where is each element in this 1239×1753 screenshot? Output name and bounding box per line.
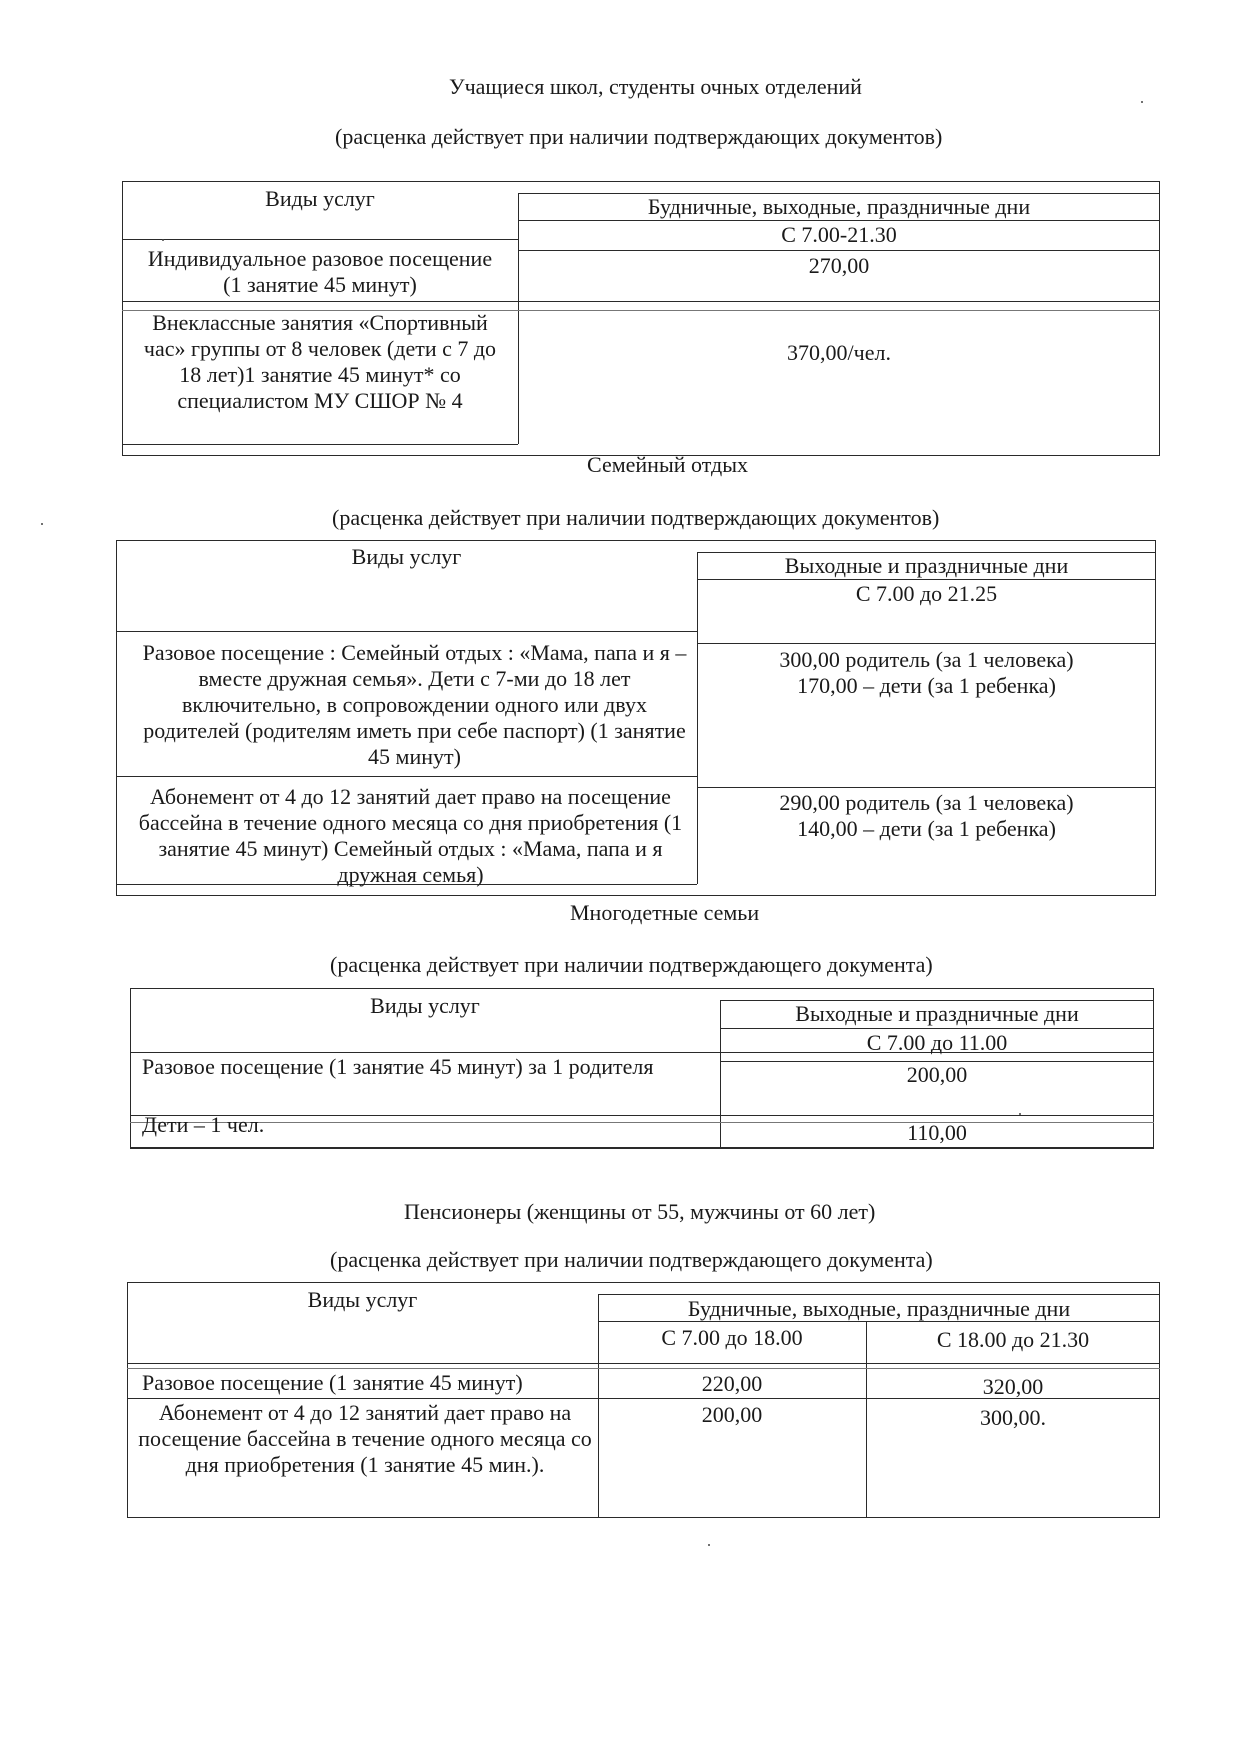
section1-note: (расценка действует при наличии подтверждающих документов) [335,124,943,149]
section1-row1-service: Индивидуальное разовое посещение (1 занятие 45 минут) [147,246,493,297]
section4-col-time2: С 18.00 до 21.30 [936,1327,1090,1352]
section3-row1-price: 200,00 [906,1062,968,1087]
section1-row1-price: 270,00 [808,253,870,278]
section3-col-service: Виды услуг [370,993,480,1018]
section3-row2-service: Дети – 1 чел. [142,1112,265,1137]
section1-row2-price: 370,00/чел. [787,340,891,365]
scan-speck [162,239,164,241]
section4-col-days: Будничные, выходные, праздничные дни [687,1296,1071,1321]
section4-col-time1: С 7.00 до 18.00 [661,1325,803,1350]
section2-title: Семейный отдых [587,452,749,477]
scan-speck [1141,101,1143,103]
section2-row1-service: Разовое посещение : Семейный отдых : «Мама, папа и я – вместе дружная семья». Дети с 7-ми до 18 лет включительно, в сопровождении одного или двух родителей (родителям иметь при себе паспорт) (1 занятие 45 минут) [142,640,687,769]
scan-speck [708,1544,710,1546]
section2-col-service: Виды услуг [351,544,462,569]
section4-note: (расценка действует при наличии подтверждающего документа) [330,1247,933,1272]
section3-note: (расценка действует при наличии подтверждающего документа) [330,952,933,977]
section3-col-days: Выходные и праздничные дни [795,1001,1079,1026]
section2-row2-service: Абонемент от 4 до 12 занятий дает право на посещение бассейна в течение одного месяца со дня приобретения (1 занятие 45 минут) Семейный отдых : «Мама, папа и я дружная семья) [138,784,683,887]
scan-speck [1019,1113,1021,1115]
scan-speck [41,523,43,525]
section4-row1-price2: 320,00 [982,1374,1044,1399]
section1-row2-service: Внеклассные занятия «Спортивный час» группы от 8 человек (дети с 7 до 18 лет)1 занятие 45 минут* со специалистом МУ СШОР № 4 [143,310,497,413]
section2-row1-price-child: 170,00 – дети (за 1 ребенка) [797,673,1056,698]
section3-title: Многодетные семьи [570,900,760,925]
section3-row2-price: 110,00 [907,1120,967,1145]
section4-row2-price1: 200,00 [701,1402,763,1427]
section4-row2-price2: 300,00. [980,1405,1046,1430]
section4-row1-service: Разовое посещение (1 занятие 45 минут) [142,1370,523,1395]
section3-col-time: С 7.00 до 11.00 [866,1030,1008,1055]
section2-col-time: С 7.00 до 21.25 [855,581,998,606]
section4-title: Пенсионеры (женщины от 55, мужчины от 60 лет) [404,1199,876,1224]
section2-row2-price-parent: 290,00 родитель (за 1 человека) [779,790,1074,815]
section4-row2-service: Абонемент от 4 до 12 занятий дает право на посещение бассейна в течение одного месяца со дня приобретения (1 занятие 45 мин.). [138,1400,592,1477]
section2-row2-price-child: 140,00 – дети (за 1 ребенка) [797,816,1056,841]
section1-col-time: С 7.00-21.30 [781,222,897,247]
section4-col-service: Виды услуг [307,1287,418,1312]
section1-col-days: Будничные, выходные, праздничные дни [647,194,1031,219]
section3-row1-service: Разовое посещение (1 занятие 45 минут) за 1 родителя [142,1054,654,1079]
section1-col-service: Виды услуг [265,186,375,211]
section2-col-days: Выходные и праздничные дни [784,553,1069,578]
section2-row1-price-parent: 300,00 родитель (за 1 человека) [779,647,1074,672]
section4-row1-price1: 220,00 [701,1371,763,1396]
section1-title: Учащиеся школ, студенты очных отделений [449,74,862,99]
section2-note: (расценка действует при наличии подтверждающих документов) [332,505,940,530]
